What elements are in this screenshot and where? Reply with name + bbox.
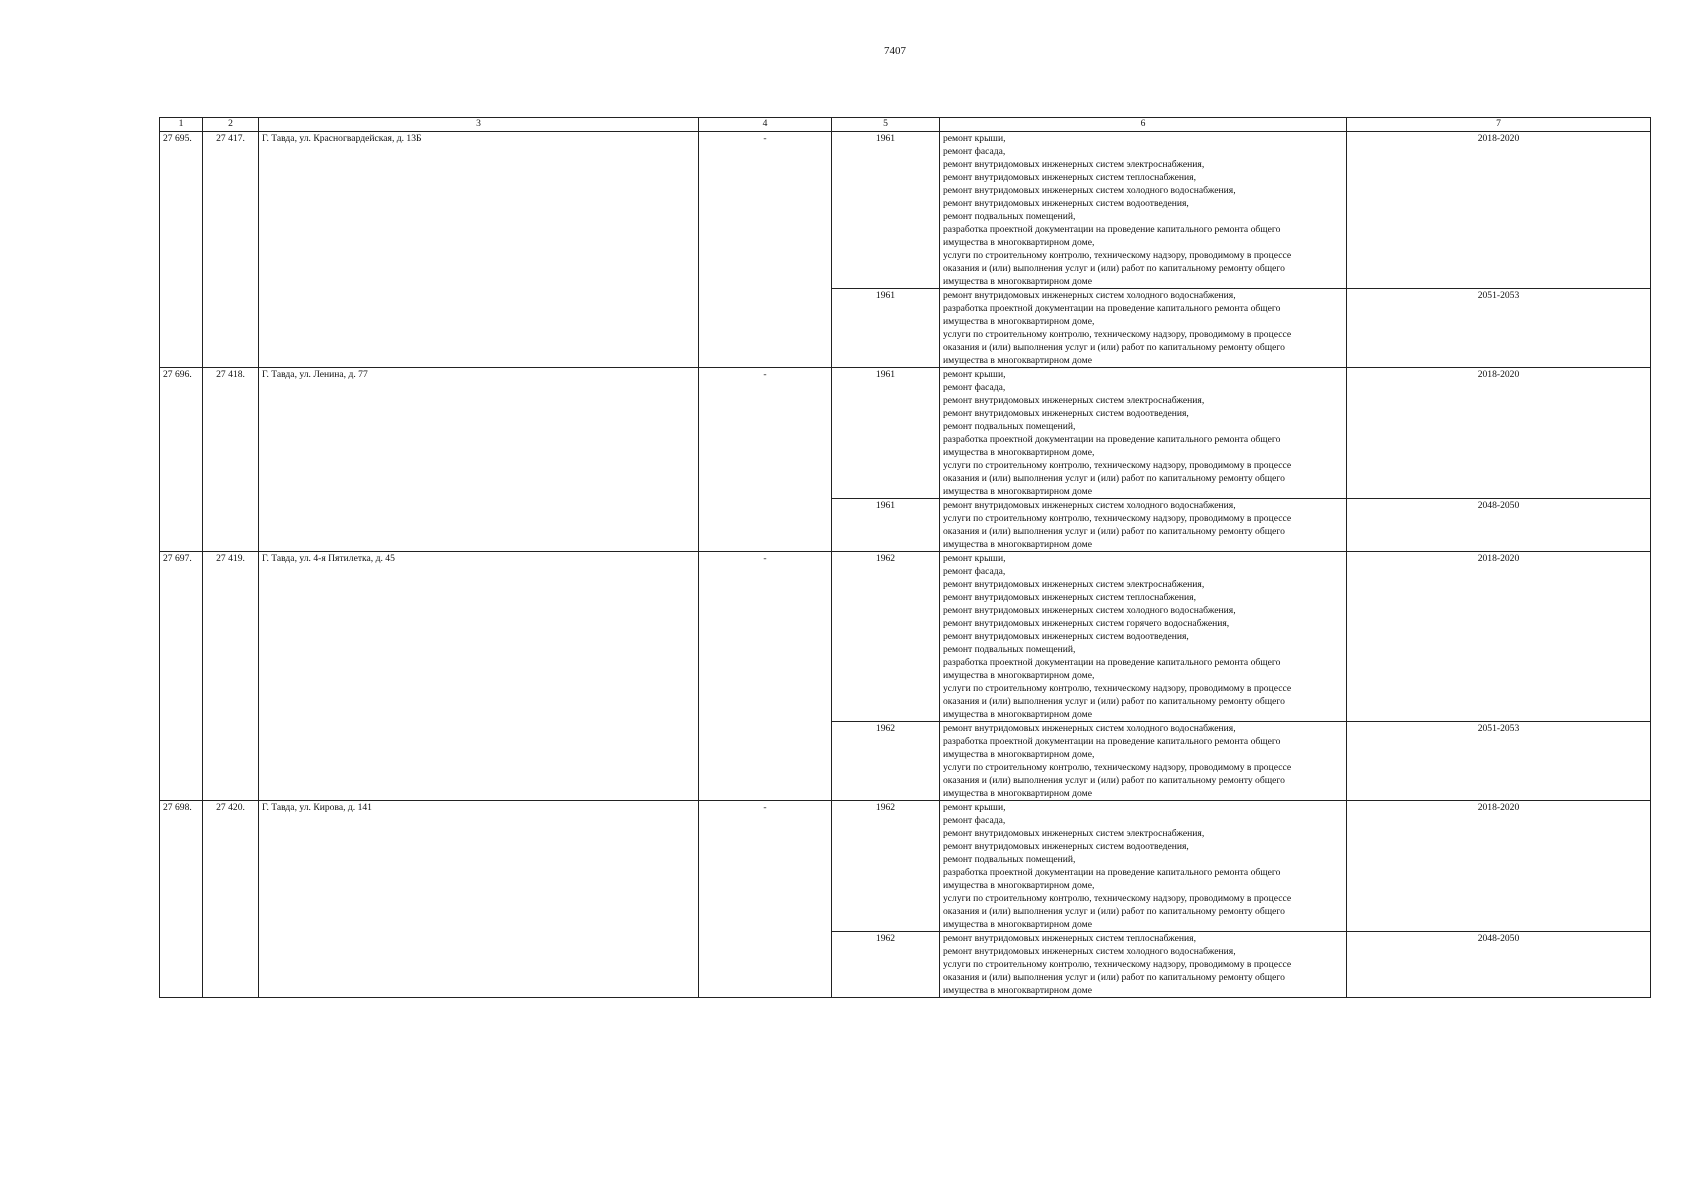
header-cell: 1 [160,118,203,132]
work-item: оказания и (или) выполнения услуг и (или) работ по капитальному ремонту общего [943,263,1285,274]
row-local-number-cell: 27 420. [203,801,259,998]
work-item: разработка проектной документации на проведение капитального ремонта общего [943,434,1281,445]
work-item: ремонт внутридомовых инженерных систем электроснабжения, [943,579,1205,590]
work-item: ремонт внутридомовых инженерных систем водоотведения, [943,198,1189,209]
work-item: ремонт внутридомовых инженерных систем холодного водоснабжения, [943,185,1236,196]
header-cell: 6 [940,118,1347,132]
work-item: ремонт крыши, [943,553,1006,564]
row-local-number-cell: 27 418. [203,368,259,552]
table-row [160,801,1651,932]
work-item: ремонт фасада, [943,566,1006,577]
work-item: ремонт внутридомовых инженерных систем водоотведения, [943,841,1189,852]
row-number-cell: 27 698. [160,801,203,998]
work-item: ремонт внутридомовых инженерных систем теплоснабжения, [943,933,1196,944]
table-header [160,118,1651,132]
work-item: ремонт фасада, [943,815,1006,826]
work-item: имущества в многоквартирном доме [943,539,1092,550]
work-item: ремонт внутридомовых инженерных систем электроснабжения, [943,395,1205,406]
work-item: ремонт крыши, [943,369,1006,380]
header-cell: 3 [259,118,699,132]
header-cell: 5 [832,118,940,132]
row-number-cell: 27 696. [160,368,203,552]
address-cell: Г. Тавда, ул. Красногвардейская, д. 13Б [259,132,699,368]
period-range-cell: 2018-2020 [1347,368,1651,499]
work-item: ремонт подвальных помещений, [943,211,1076,222]
col4-cell: - [699,801,832,998]
work-item: ремонт внутридомовых инженерных систем электроснабжения, [943,828,1205,839]
work-item: оказания и (или) выполнения услуг и (или) работ по капитальному ремонту общего [943,473,1285,484]
works-cell [940,499,1347,552]
period-range-cell: 2018-2020 [1347,132,1651,289]
year-cell: 1961 [832,368,940,499]
work-item: разработка проектной документации на проведение капитального ремонта общего [943,657,1281,668]
work-item: услуги по строительному контролю, техническому надзору, проводимому в процессе [943,959,1292,970]
work-item: ремонт внутридомовых инженерных систем холодного водоснабжения, [943,946,1236,957]
header-cell: 2 [203,118,259,132]
work-item: имущества в многоквартирном доме [943,276,1092,287]
work-item: ремонт крыши, [943,802,1006,813]
work-item: разработка проектной документации на проведение капитального ремонта общего [943,736,1281,747]
address-cell: Г. Тавда, ул. Кирова, д. 141 [259,801,699,998]
repair-schedule-table [159,117,1651,998]
work-item: ремонт фасада, [943,382,1006,393]
work-item: имущества в многоквартирном доме [943,486,1092,497]
works-cell [940,722,1347,801]
period-range-cell: 2048-2050 [1347,932,1651,998]
work-item: ремонт внутридомовых инженерных систем холодного водоснабжения, [943,290,1236,301]
table-row [160,552,1651,722]
row-local-number-cell: 27 419. [203,552,259,801]
table-body [160,132,1651,998]
year-cell: 1961 [832,132,940,289]
period-range-cell: 2048-2050 [1347,499,1651,552]
header-cell: 7 [1347,118,1651,132]
work-item: оказания и (или) выполнения услуг и (или) работ по капитальному ремонту общего [943,342,1285,353]
address-cell: Г. Тавда, ул. Ленина, д. 77 [259,368,699,552]
work-item: разработка проектной документации на проведение капитального ремонта общего [943,224,1281,235]
works-cell [940,368,1347,499]
row-number-cell: 27 695. [160,132,203,368]
year-cell: 1961 [832,289,940,368]
work-item: имущества в многоквартирном доме, [943,316,1095,327]
work-item: ремонт подвальных помещений, [943,644,1076,655]
work-item: ремонт внутридомовых инженерных систем холодного водоснабжения, [943,605,1236,616]
work-item: ремонт крыши, [943,133,1006,144]
work-item: оказания и (или) выполнения услуг и (или) работ по капитальному ремонту общего [943,696,1285,707]
table-row [160,132,1651,289]
period-range-cell: 2051-2053 [1347,289,1651,368]
table-row [160,368,1651,499]
works-cell [940,289,1347,368]
work-item: имущества в многоквартирном доме [943,355,1092,366]
work-item: имущества в многоквартирном доме [943,788,1092,799]
work-item: ремонт фасада, [943,146,1006,157]
header-cell: 4 [699,118,832,132]
work-item: оказания и (или) выполнения услуг и (или) работ по капитальному ремонту общего [943,775,1285,786]
work-item: оказания и (или) выполнения услуг и (или) работ по капитальному ремонту общего [943,526,1285,537]
works-cell [940,132,1347,289]
work-item: услуги по строительному контролю, техническому надзору, проводимому в процессе [943,513,1292,524]
work-item: оказания и (или) выполнения услуг и (или) работ по капитальному ремонту общего [943,906,1285,917]
work-item: ремонт внутридомовых инженерных систем водоотведения, [943,408,1189,419]
work-item: услуги по строительному контролю, техническому надзору, проводимому в процессе [943,329,1292,340]
work-item: услуги по строительному контролю, техническому надзору, проводимому в процессе [943,250,1292,261]
work-item: имущества в многоквартирном доме, [943,670,1095,681]
work-item: имущества в многоквартирном доме, [943,237,1095,248]
work-item: разработка проектной документации на проведение капитального ремонта общего [943,303,1281,314]
work-item: услуги по строительному контролю, техническому надзору, проводимому в процессе [943,893,1292,904]
year-cell: 1962 [832,552,940,722]
works-cell [940,552,1347,722]
work-item: имущества в многоквартирном доме, [943,749,1095,760]
work-item: имущества в многоквартирном доме, [943,880,1095,891]
work-item: ремонт внутридомовых инженерных систем водоотведения, [943,631,1189,642]
year-cell: 1961 [832,499,940,552]
work-item: ремонт внутридомовых инженерных систем электроснабжения, [943,159,1205,170]
period-range-cell: 2051-2053 [1347,722,1651,801]
period-range-cell: 2018-2020 [1347,801,1651,932]
row-number-cell: 27 697. [160,552,203,801]
work-item: имущества в многоквартирном доме, [943,447,1095,458]
work-item: разработка проектной документации на проведение капитального ремонта общего [943,867,1281,878]
col4-cell: - [699,368,832,552]
header-row [160,118,1651,132]
work-item: ремонт подвальных помещений, [943,854,1076,865]
works-cell [940,801,1347,932]
col4-cell: - [699,132,832,368]
row-local-number-cell: 27 417. [203,132,259,368]
address-cell: Г. Тавда, ул. 4-я Пятилетка, д. 45 [259,552,699,801]
work-item: услуги по строительному контролю, техническому надзору, проводимому в процессе [943,683,1292,694]
year-cell: 1962 [832,722,940,801]
page-number: 7407 [884,45,906,57]
work-item: ремонт внутридомовых инженерных систем теплоснабжения, [943,592,1196,603]
work-item: ремонт внутридомовых инженерных систем холодного водоснабжения, [943,500,1236,511]
col4-cell: - [699,552,832,801]
work-item: имущества в многоквартирном доме [943,709,1092,720]
works-cell [940,932,1347,998]
work-item: услуги по строительному контролю, техническому надзору, проводимому в процессе [943,460,1292,471]
year-cell: 1962 [832,932,940,998]
work-item: услуги по строительному контролю, техническому надзору, проводимому в процессе [943,762,1292,773]
period-range-cell: 2018-2020 [1347,552,1651,722]
year-cell: 1962 [832,801,940,932]
work-item: ремонт внутридомовых инженерных систем холодного водоснабжения, [943,723,1236,734]
work-item: ремонт внутридомовых инженерных систем теплоснабжения, [943,172,1196,183]
work-item: ремонт внутридомовых инженерных систем горячего водоснабжения, [943,618,1230,629]
work-item: оказания и (или) выполнения услуг и (или) работ по капитальному ремонту общего [943,972,1285,983]
work-item: ремонт подвальных помещений, [943,421,1076,432]
work-item: имущества в многоквартирном доме [943,919,1092,930]
work-item: имущества в многоквартирном доме [943,985,1092,996]
